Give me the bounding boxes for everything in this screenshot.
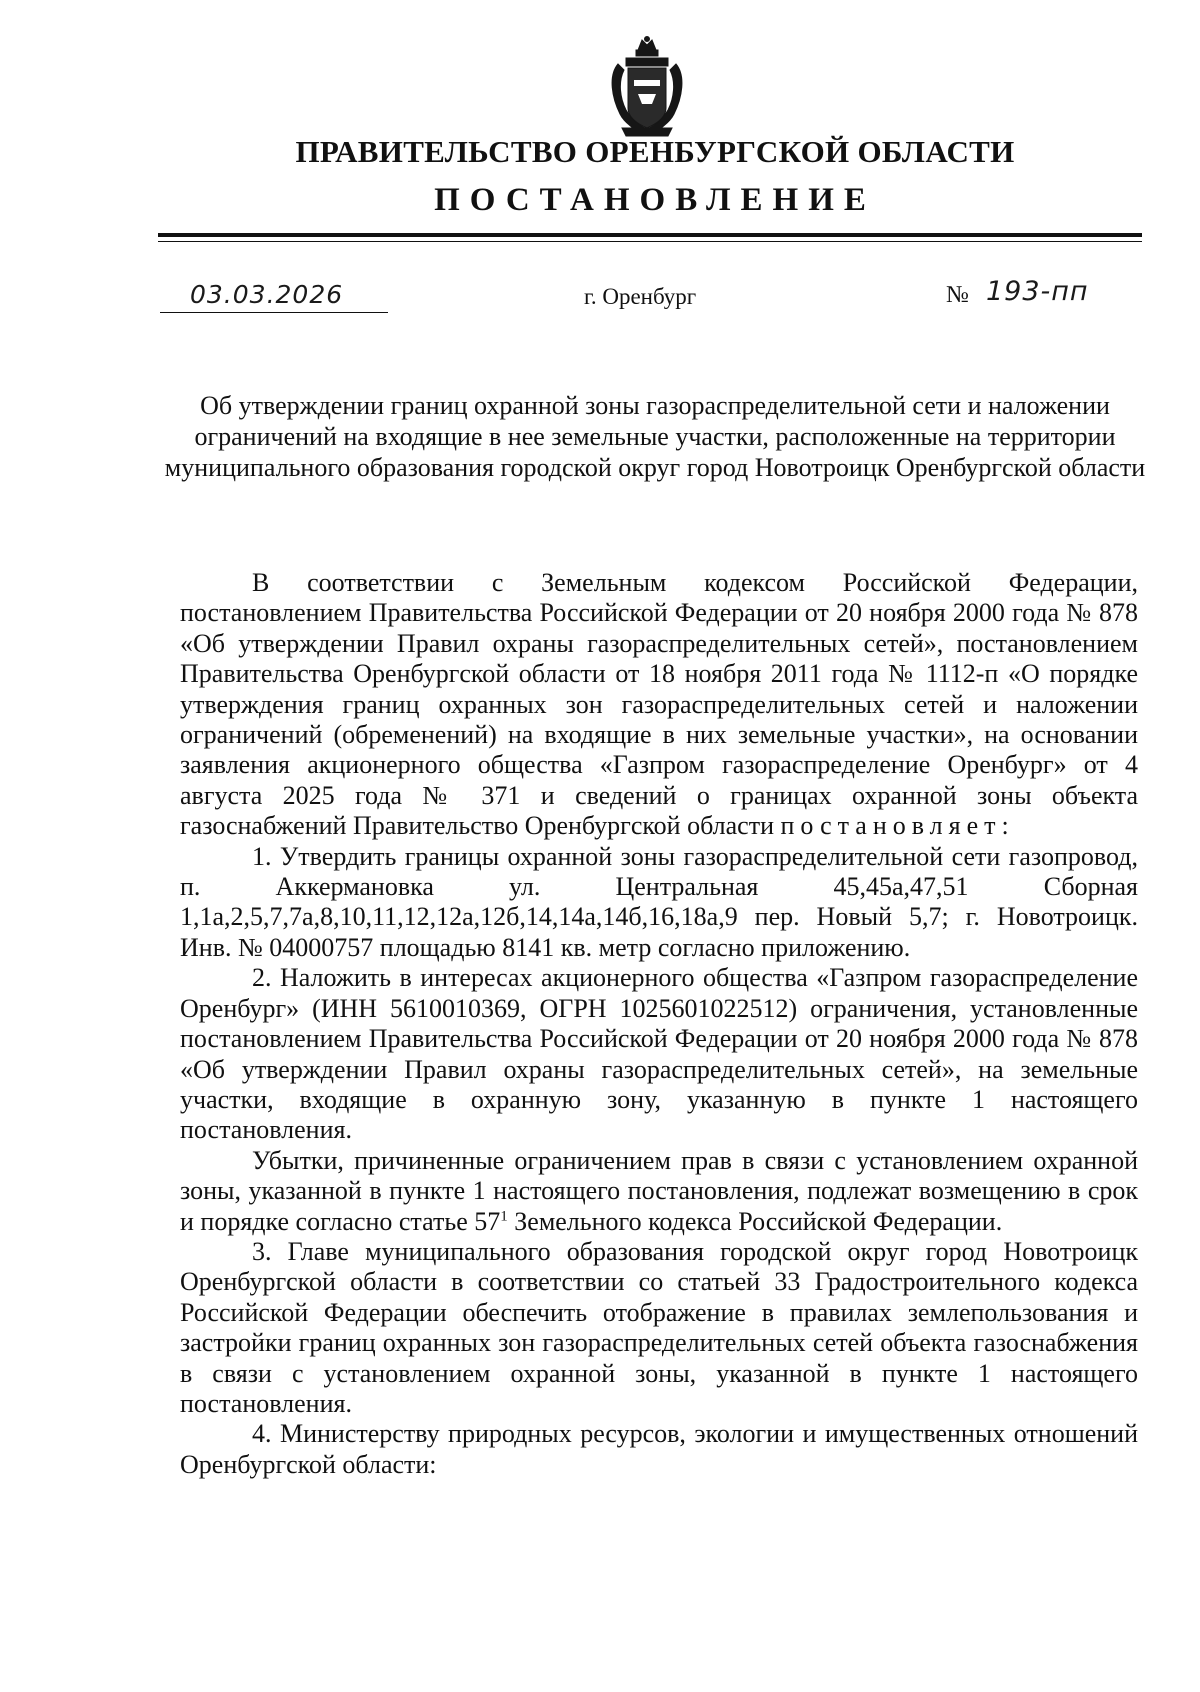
- document-subject: Об утверждении границ охранной зоны газораспределительной сети и наложении ограничений на входящие в нее земельные участки, расположенные на территории муниципального образования городской округ город Новотроицк Оренбургской области: [164, 391, 1146, 482]
- government-title: ПРАВИТЕЛЬСТВО ОРЕНБУРГСКОЙ ОБЛАСТИ: [295, 134, 1015, 169]
- clause-2: 2. Наложить в интересах акционерного общества «Газпром газораспределение Оренбург» (ИНН 5610010369, ОГРН 1025601022512) ограничения, установленные постановлением Правительства Российской Федерации от 20 ноября 2000 года № 878 «Об утверждении Правил охраны газораспределительных сетей», на земельные участки, входящие в охранную зону, указанную в пункте 1 настоящего постановления.: [180, 963, 1138, 1145]
- number-label: №: [946, 282, 969, 308]
- header-rule-thick: [158, 233, 1142, 237]
- clause-4: 4. Министерству природных ресурсов, экологии и имущественных отношений Оренбургской области:: [180, 1419, 1138, 1479]
- preamble-text: В соответствии с Земельным кодексом Российской Федерации, постановлением Правительства Российской Федерации от 20 ноября 2000 года № 878 «Об утверждении Правил охраны газораспределительных сетей», постановлением Правительства Оренбургской области от 18 ноября 2011 года № 1112-п «О порядке утверждения границ охранных зон газораспределительных сетей и наложении ограничений (обременений) на входящие в них земельные участки», на основании заявления акционерного общества «Газпром газораспределение Оренбург» от 4 августа 2025 года № 371 и сведений о границах охранной зоны объекта газоснабжений Правительство Оренбургской области: [180, 568, 1138, 841]
- decree-number: 193-пп: [986, 276, 1089, 307]
- document-type-title: ПОСТАНОВЛЕНИЕ: [434, 182, 876, 218]
- article-superscript: 1: [500, 1207, 508, 1224]
- losses-text: Убытки, причиненные ограничением прав в связи с установлением охранной зоны, указанной в пункте 1 настоящего постановления, подлежат возмещению в срок и порядке согласно статье 57: [180, 1145, 1138, 1236]
- document-body: [180, 568, 1138, 1480]
- decree-date: 03.03.2026: [190, 280, 344, 309]
- clause-1: 1. Утвердить границы охранной зоны газораспределительной сети газопровод, п. Аккермановка ул. Центральная 45,45а,47,51 Сборная 1,1а,2,5,7,7а,8,10,11,12,12а,12б,14,14а,14б,16,18а,9 пер. Новый 5,7; г. Новотроицк. Инв. № 04000757 площадью 8141 кв. метр согласно приложению.: [180, 841, 1138, 962]
- header-rule-thin: [158, 241, 1142, 242]
- decides-word: постановляет:: [780, 811, 1015, 841]
- date-underline: [160, 312, 388, 313]
- losses-text-end: Земельного кодекса Российской Федерации.: [507, 1206, 1003, 1236]
- clause-3: 3. Главе муниципального образования городской округ город Новотроицк Оренбургской области в соответствии со статьей 33 Градостроительного кодекса Российской Федерации обеспечить отображение в правилах землепользования и застройки границ охранных зон газораспределительных сетей объекта газоснабжения в связи с установлением охранной зоны, указанной в пункте 1 настоящего постановления.: [180, 1236, 1138, 1418]
- clause-losses: [180, 1146, 1138, 1237]
- city-name: г. Оренбург: [584, 284, 697, 309]
- body-preamble: [180, 568, 1138, 842]
- coat-of-arms-emblem: [604, 36, 690, 142]
